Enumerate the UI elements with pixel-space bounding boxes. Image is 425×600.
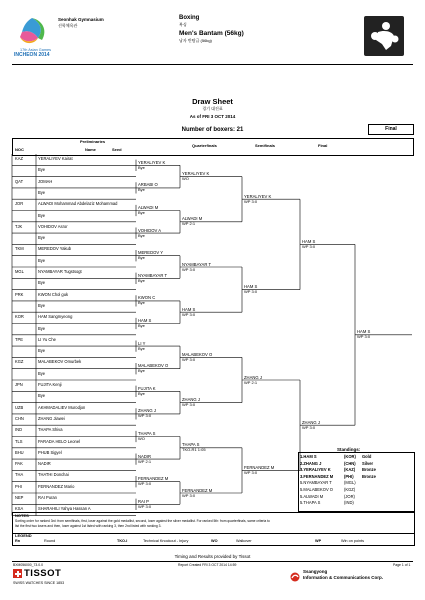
legend-abbr-wp: WP	[315, 539, 322, 543]
final-result: WP 3:0	[302, 424, 316, 430]
standings-rank: 2.ZHANG J	[300, 460, 322, 466]
noc-header: NOC	[15, 147, 24, 152]
r1-name: LI Y	[138, 340, 146, 346]
r1-name: FERNANDEZ M	[138, 476, 169, 482]
entry-name: THAPA Shiva	[38, 427, 63, 433]
number-of-boxers: Number of boxers: 21	[181, 127, 244, 133]
champion-name: HAM S	[357, 329, 371, 335]
standings-rank: 5.ALWADI M	[300, 493, 324, 499]
entry-noc: UZB	[15, 404, 24, 410]
qf-name: FERNANDEZ M	[182, 487, 213, 493]
final-name: HAM S	[302, 238, 316, 244]
venue-name: Seonhak Gymnasium	[58, 17, 104, 22]
sf-name: YERALIYEV K	[244, 193, 272, 199]
entry-name: Bye	[38, 212, 46, 218]
legend-abbr-tko: TKO-I	[117, 539, 128, 543]
sf-name: ZHANG J	[244, 374, 262, 380]
entry-noc: KOR	[15, 314, 24, 320]
r1-result: Bye	[138, 300, 145, 306]
semifinals-header: Semifinals	[255, 143, 276, 148]
standings-rank: 5.THAPA S	[300, 500, 321, 506]
legend-desc-wo: Walkover	[236, 539, 252, 543]
doc-title-ko: 경기 대진표	[202, 106, 223, 111]
sf-result: WP 3:0	[244, 289, 258, 295]
footer-divider	[12, 561, 413, 562]
r1-result: Bye	[138, 187, 145, 193]
ssangyong-name: Ssangyong	[303, 569, 328, 574]
entry-name: JOMAH	[38, 178, 53, 184]
report-code: BXM056000_73.0.0	[13, 563, 43, 567]
qf-name: YERALIYEV K	[182, 171, 210, 177]
standings-medal: Gold	[362, 454, 372, 459]
entry-name: Bye	[38, 257, 46, 263]
entry-name: Bye	[38, 302, 46, 308]
r1-name: HAM S	[138, 318, 152, 323]
entry-name: YERALIYEV Kairat	[38, 156, 73, 161]
entry-noc: BHU	[15, 449, 24, 455]
r1-name: ALWADI M	[138, 205, 159, 210]
seed-header: Seed	[112, 147, 122, 152]
entry-name: FERNANDEZ Mario	[38, 483, 75, 489]
entry-noc: KAZ	[15, 156, 23, 161]
r1-name: NADIR	[138, 453, 152, 459]
qf-result: WP 3:0	[182, 402, 196, 408]
legend-abbr-rn: Rn	[15, 539, 21, 543]
entry-name: AKHMADALIEV Murodjon	[38, 404, 86, 410]
r1-result: Bye	[138, 232, 145, 238]
entry-name: Bye	[38, 280, 46, 286]
r1-name: VOHIDOV A	[138, 227, 162, 233]
legend-title: LEGEND	[15, 533, 32, 538]
r1-name: FUJITA K	[138, 385, 156, 391]
entry-name: NADIR	[38, 461, 51, 467]
standings-medal: Silver	[362, 460, 374, 466]
standings-rank: 5.NYAMBAYAR T	[300, 480, 332, 486]
notes-title: NOTES	[15, 513, 29, 518]
legend-desc-tko: Technical Knockout - Injury	[143, 539, 189, 543]
page-number: Page 1 of 1	[393, 563, 411, 567]
r1-result: WO	[138, 436, 145, 441]
r1-result: Bye	[138, 255, 145, 261]
legend-desc-round: Round	[44, 539, 56, 543]
standings-noc: (KAZ)	[344, 467, 356, 473]
r1-name: ZHANG J	[138, 408, 156, 414]
tissot-tagline: SWISS WATCHES SINCE 1853	[13, 581, 65, 585]
entry-name: Bye	[38, 370, 46, 376]
standings-medal: Bronze	[362, 467, 376, 473]
final-result: WP 3:0	[302, 243, 316, 249]
entry-noc: TLS	[15, 438, 23, 444]
qf-name: MALABEKOV O	[182, 351, 213, 357]
entry-noc: IND	[15, 427, 23, 433]
entry-name: SHARAHILI Yahya Hassan A	[38, 506, 91, 512]
final-name: ZHANG J	[302, 419, 320, 425]
r1-result: Bye	[138, 323, 145, 328]
entry-name: Bye	[38, 189, 46, 195]
entry-noc: JOR	[15, 201, 24, 207]
as-of-date: As of FRI 3 OCT 2014	[189, 114, 236, 119]
sf-name: HAM S	[244, 284, 258, 290]
qf-result: WP 3:0	[182, 311, 196, 317]
r1-name: KWON C	[138, 295, 156, 301]
entry-noc: QAT	[15, 178, 24, 184]
qf-name: ZHANG J	[182, 397, 200, 403]
r1-name: RAI P	[138, 498, 149, 504]
champion-result: WP 3:0	[357, 334, 371, 340]
entry-name: MEREDOV Yakub	[38, 246, 72, 252]
sport-name: Boxing	[179, 15, 200, 21]
entry-name: ALWADI Mohammad Abdelaziz Mohammad	[38, 201, 118, 207]
notes-text-2: list the first two losers and then, loser against 1st listed with ranking 3, then 2nd listed with ranking 3.	[15, 524, 162, 528]
doc-title: Draw Sheet	[192, 97, 233, 106]
r1-result: Bye	[138, 390, 145, 396]
tissot-wordmark: TISSOT	[24, 568, 62, 579]
standings-noc: (PHI)	[344, 473, 354, 479]
entry-name: PARADA HELO Leonel	[38, 438, 81, 444]
report-created: Report Created FRI 3 OCT 2014 14:59	[178, 563, 237, 567]
entry-noc: KGZ	[15, 359, 24, 365]
entry-name: KWON Chol guk	[38, 291, 69, 297]
name-header: Name	[85, 147, 96, 152]
standings-noc: (IND)	[344, 500, 354, 506]
entry-noc: TKM	[15, 246, 24, 252]
qf-result: WP 2:1	[182, 221, 196, 227]
sf-name: FERNANDEZ M	[244, 464, 275, 470]
notes-box	[12, 512, 415, 534]
event-name: Men's Bantam (56kg)	[179, 30, 244, 37]
logo-caption-2: INCHEON 2014	[14, 52, 50, 58]
standings-rank: 3.YERALIYEV K	[300, 467, 331, 473]
entry-name: FUJITA Kenji	[38, 382, 62, 387]
legend-desc-wp: Win on points	[341, 539, 365, 543]
entry-noc: MGL	[15, 269, 24, 274]
qf-result: WO	[182, 176, 189, 182]
standings-title: Standings:	[337, 447, 361, 452]
r1-result: Bye	[138, 277, 145, 283]
entry-name: ZHANG Jiawei	[38, 415, 65, 421]
ssangyong-logo-icon	[290, 569, 300, 579]
stage-label: Final	[385, 126, 397, 132]
r1-name: NYAMBAYAR T	[138, 272, 168, 278]
qf-name: THAPA S	[182, 442, 200, 448]
r1-result: Bye	[138, 210, 145, 215]
standings-rank: 3.FERNANDEZ M	[300, 473, 334, 479]
standings-rank: 5.MALABEKOV O	[300, 487, 333, 492]
qf-result: WP 3:0	[182, 492, 196, 498]
ssangyong-subtitle: Information & Communications Corp.	[303, 575, 384, 580]
entry-noc: PRK	[15, 291, 24, 297]
entry-noc: TJK	[15, 223, 23, 229]
r1-name: YERALIYEV K	[138, 159, 166, 165]
r1-result: WP 3:0	[138, 481, 152, 487]
entry-name: Bye	[38, 393, 46, 399]
entry-noc: PAK	[15, 461, 23, 467]
r1-result: WP 3:0	[138, 503, 152, 509]
entry-name: MALABEKOV Omurbek	[38, 359, 82, 365]
r1-name: THAPA S	[138, 431, 156, 436]
standings-noc: (CHN)	[344, 460, 356, 466]
sf-result: WP 2:1	[244, 379, 258, 385]
entry-name: Bye	[38, 235, 46, 241]
standings-noc: (KOR)	[344, 454, 356, 459]
entry-name: Bye	[38, 167, 46, 173]
entry-noc: NEP	[15, 495, 24, 500]
standings-noc: (JOR)	[344, 493, 355, 499]
entry-name: HAM Sangmyeong	[38, 314, 73, 320]
sf-result: WP 3:0	[244, 469, 258, 475]
venue-name-ko: 선학체육관	[58, 23, 78, 28]
standings-rank: 1.HAM S	[300, 454, 317, 459]
event-name-ko: 남자 반탐급 (56kg)	[179, 38, 212, 43]
r1-result: Bye	[138, 345, 145, 351]
entry-name: THATHI Donchai	[38, 472, 69, 478]
r1-result: WP 3:0	[138, 413, 152, 419]
prelim-header: Preliminaries	[80, 139, 106, 144]
entry-name: LI Yu Che	[38, 336, 56, 342]
entry-noc: KSA	[15, 506, 24, 512]
timing-credit: Timing and Results provided by Tissot	[174, 554, 251, 559]
sport-name-ko: 복싱	[179, 22, 187, 27]
standings-medal: Bronze	[362, 473, 376, 479]
entry-name: PHUB Sigyel	[38, 449, 62, 455]
r1-result: Bye	[138, 368, 145, 374]
sf-result: WP 3:0	[244, 198, 258, 204]
qf-result: WP 3:0	[182, 266, 196, 272]
qf-result: WP 3:0	[182, 356, 196, 362]
standings-noc: (KGZ)	[344, 487, 356, 492]
entry-noc: PHI	[15, 483, 22, 489]
r1-name: MEREDOV Y	[138, 250, 164, 256]
entry-name: RAI Puran	[38, 495, 57, 500]
tissot-logo-icon	[13, 569, 22, 578]
qf-name: HAM S	[182, 306, 196, 312]
entry-noc: JPN	[15, 382, 23, 387]
entry-name: NYAMBAYAR Tugstsogt	[38, 269, 82, 274]
notes-text-1: Sorting order for ranked 3rd: from semifinals, first, loser against the gold medallist, second, loser against the silver medallist. For ranked 5th: from quarterfinals, same criteria to	[15, 519, 270, 523]
entry-name: Bye	[38, 348, 46, 354]
entry-name: VOHIDOV Asror	[38, 223, 68, 229]
entry-noc: CHN	[15, 415, 24, 421]
qf-name: ALWADI M	[182, 216, 203, 222]
qf-result: TKO-R1 1:05	[182, 447, 206, 453]
entry-noc: TPE	[15, 336, 23, 342]
r1-result: WP 2:1	[138, 458, 152, 464]
entry-name: Bye	[38, 325, 46, 331]
legend-abbr-wo: WO	[211, 539, 218, 543]
quarterfinals-header: Quarterfinals	[192, 143, 217, 148]
logo-caption-1: 17th Asian Games	[20, 48, 52, 52]
r1-name: MALABEKOV O	[138, 363, 169, 369]
r1-name: ARBABI O	[138, 182, 158, 188]
r1-result: Bye	[138, 164, 145, 170]
entry-noc: THA	[15, 472, 24, 478]
qf-name: NYAMBAYAR T	[182, 261, 212, 267]
final-header: Final	[318, 143, 328, 148]
standings-noc: (MGL)	[344, 480, 356, 486]
